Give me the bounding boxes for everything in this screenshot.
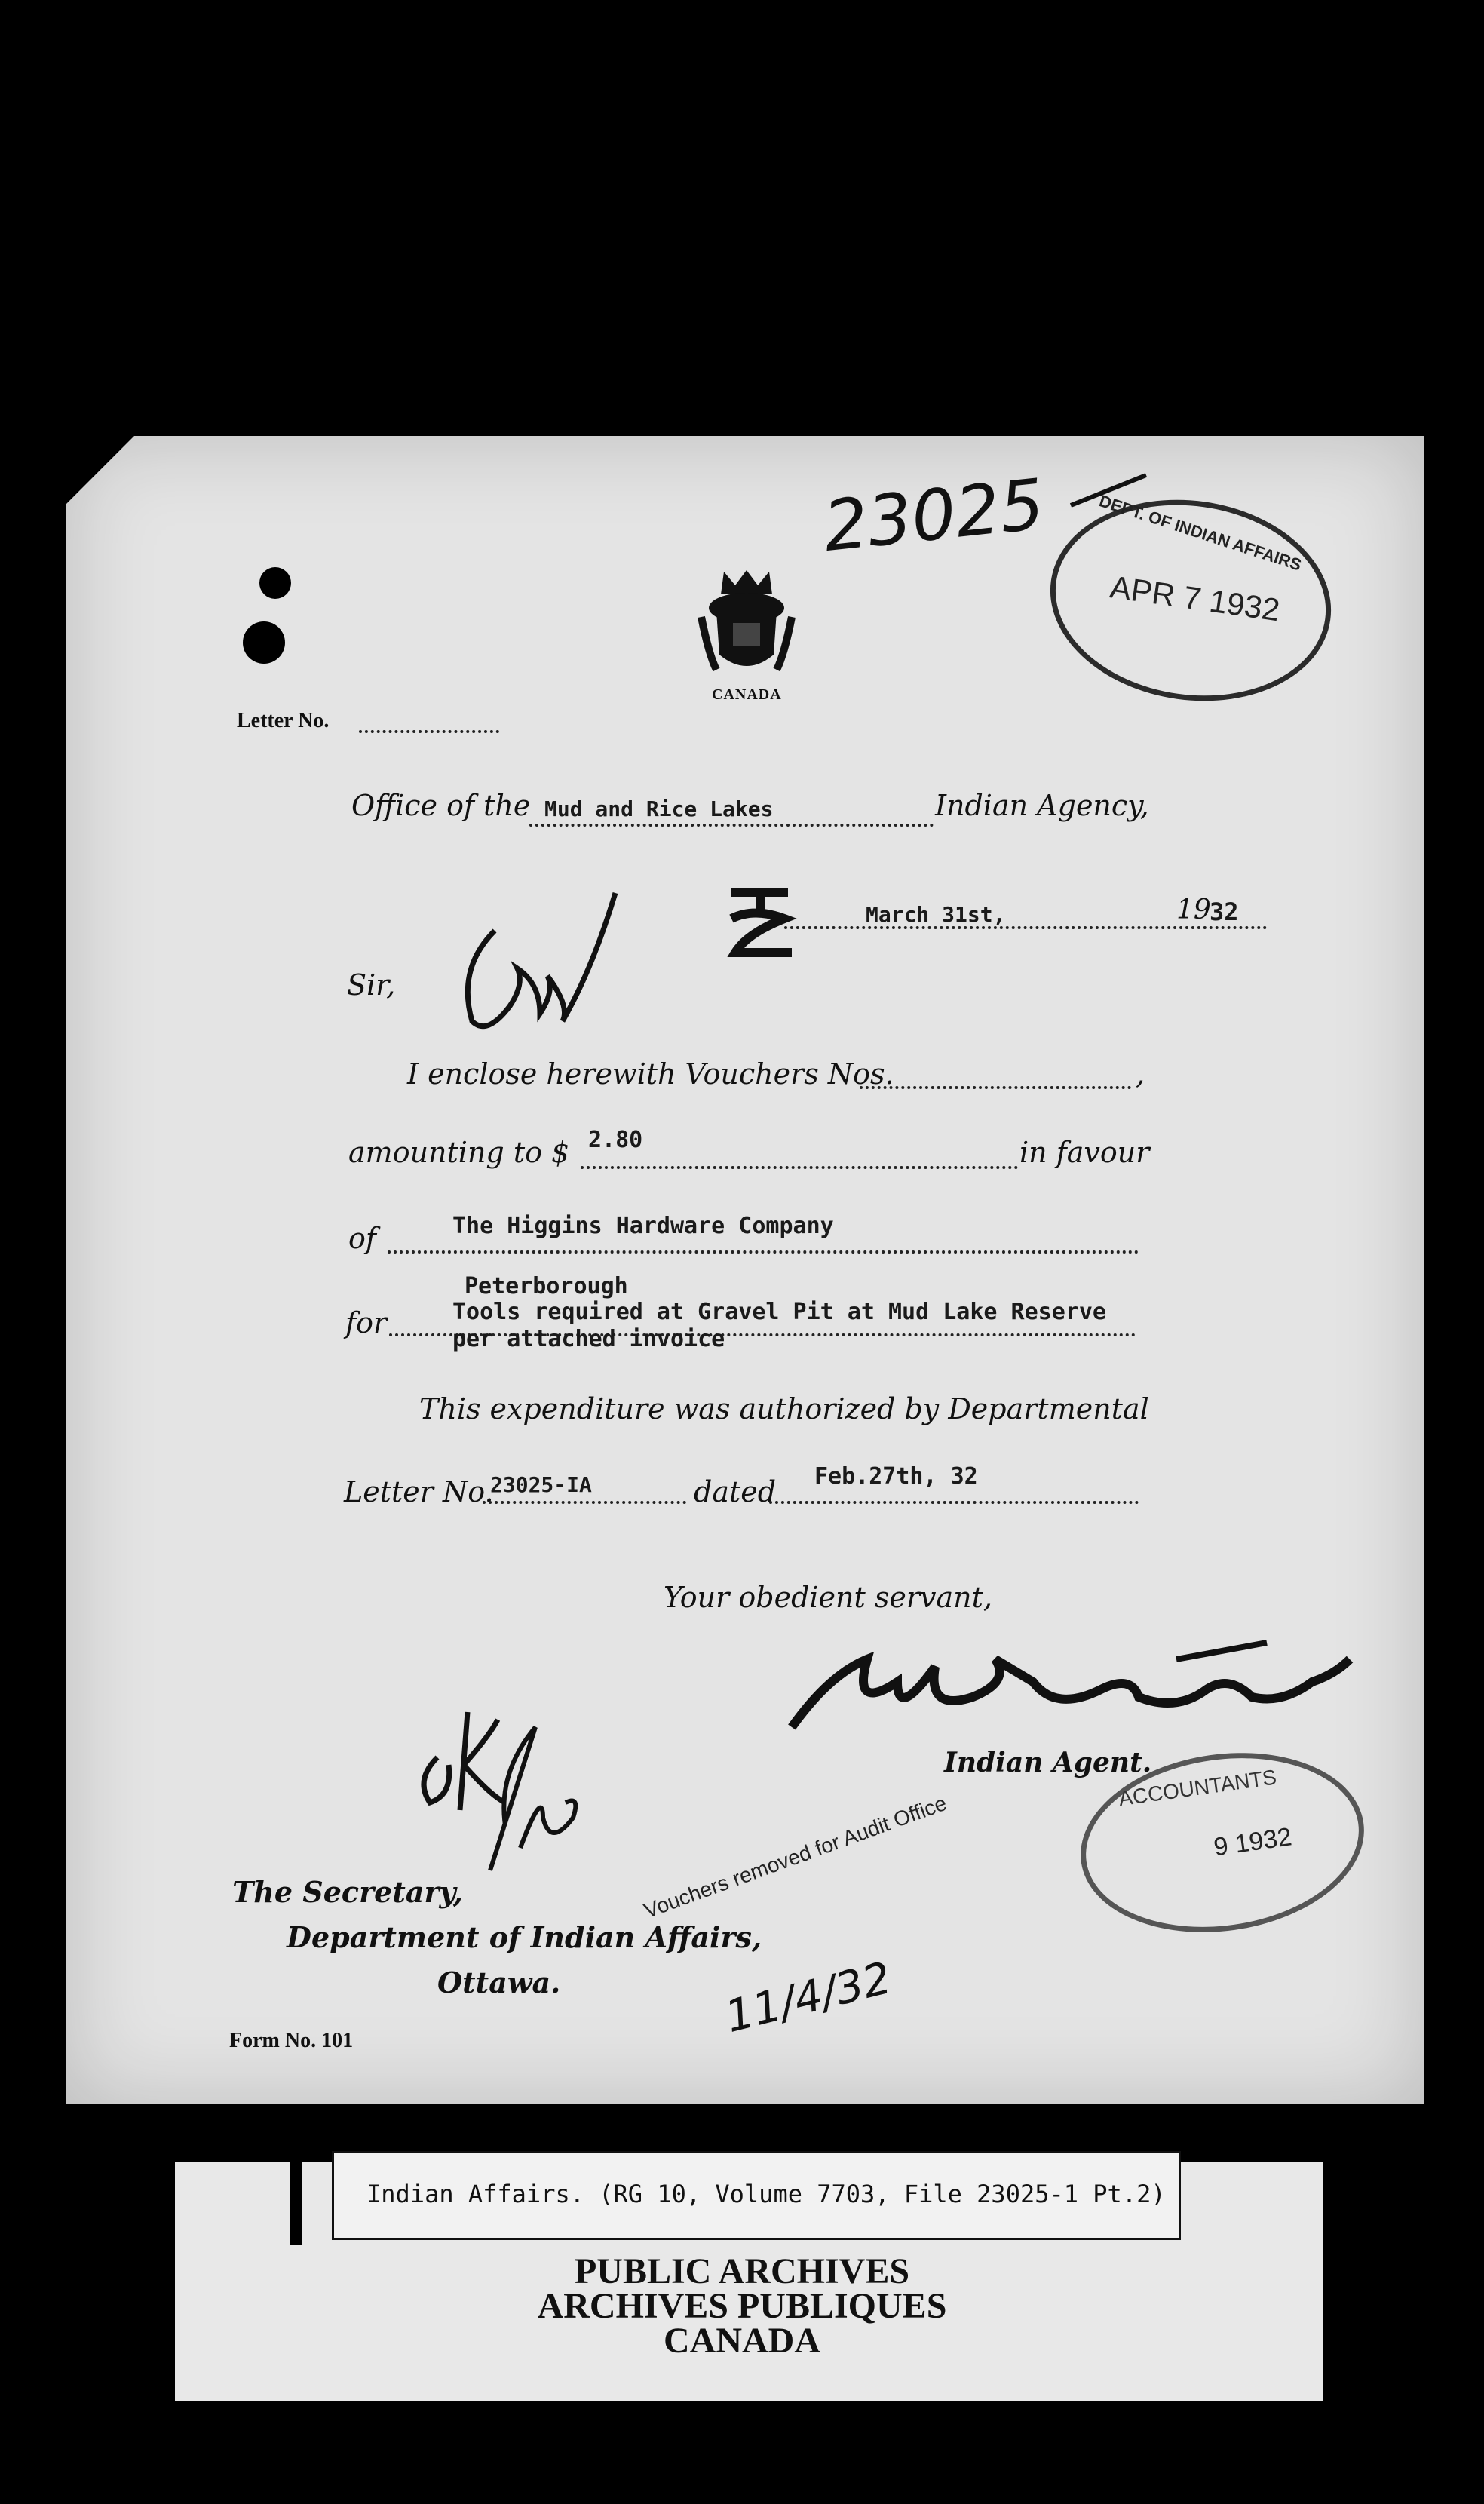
for-label: for [345, 1306, 388, 1339]
agency-suffix: Indian Agency, [935, 789, 1149, 822]
addressee-line-3: Ottawa. [437, 1965, 561, 1999]
enclose-text: I enclose herewith Vouchers Nos. [407, 1057, 894, 1091]
stamp-date: APR 7 1932 [1108, 569, 1283, 628]
agent-signature [784, 1629, 1357, 1750]
for-line-2: Tools required at Gravel Pit at Mud Lake Reserve [452, 1299, 1106, 1325]
archive-title-line-1: PUBLIC ARCHIVES [574, 2251, 910, 2291]
addressee-line-2: Department of Indian Affairs, [287, 1920, 762, 1954]
letter-ref-label: Letter No. [344, 1475, 494, 1508]
amount-blank [581, 1166, 1018, 1169]
stamp-top-text: DEPT. OF INDIAN AFFAIRS [1096, 491, 1304, 575]
of-label: of [348, 1222, 376, 1255]
handwritten-file-number: 23025 [820, 463, 1048, 568]
folded-corner [66, 436, 134, 504]
canada-coat-of-arms-icon [694, 564, 799, 685]
amount-label: amounting to $ [348, 1136, 570, 1169]
letter-ref-number: 23025-IA [490, 1472, 592, 1497]
archive-title-line-2: ARCHIVES PUBLIQUES [537, 2286, 947, 2326]
voucher-handwritten-date: 11/4/32 [720, 1951, 897, 2043]
signature-title: Indian Agent. [944, 1747, 1152, 1778]
handwritten-mark [716, 881, 807, 964]
addressee-line-1: The Secretary, [232, 1875, 464, 1909]
dated-blank [769, 1501, 1139, 1504]
for-line-1: Peterborough [465, 1273, 628, 1300]
stamp-date: 9 1932 [1212, 1822, 1294, 1862]
punch-hole [243, 621, 285, 664]
year-prefix: 19 [1176, 895, 1211, 925]
year-typed: 32 [1210, 898, 1239, 926]
payee-name: The Higgins Hardware Company [452, 1213, 834, 1239]
punch-hole [259, 567, 291, 599]
label-shadow [290, 2162, 302, 2245]
archive-reference: Indian Affairs. (RG 10, Volume 7703, File 23025-1 Pt.2) [366, 2180, 1166, 2208]
for-line-3: per attached invoice [452, 1326, 725, 1352]
salutation: Sir, [347, 968, 396, 1002]
enclose-comma: , [1136, 1057, 1145, 1091]
agency-blank [529, 824, 934, 827]
agency-name: Mud and Rice Lakes [544, 796, 774, 821]
handwritten-initials [442, 878, 623, 1051]
stamp-top-text: ACCOUNTANTS [1117, 1765, 1278, 1811]
archive-title-line-3: CANADA [664, 2321, 820, 2361]
date-typed: March 31st, [866, 902, 1006, 927]
authorization-text: This expenditure was authorized by Departmental [419, 1392, 1149, 1425]
letter-no-blank [359, 730, 499, 733]
closing-text: Your obedient servant, [664, 1581, 992, 1614]
letter-no-label: Letter No. [237, 709, 330, 732]
vouchers-removed-stamp: Vouchers removed for Audit Office [641, 1791, 950, 1923]
dated-label: dated [694, 1475, 777, 1508]
amount-value: 2.80 [588, 1127, 643, 1153]
letter-ref-blank [483, 1501, 686, 1504]
payee-blank [388, 1250, 1139, 1254]
vouchers-blank [860, 1086, 1131, 1089]
office-label: Office of the [351, 789, 531, 822]
date-blank [784, 926, 1267, 929]
letter-ref-date: Feb.27th, 32 [814, 1463, 978, 1490]
crest-caption: CANADA [712, 686, 782, 703]
handwritten-ok-initials [407, 1667, 603, 1893]
amount-suffix: in favour [1019, 1136, 1150, 1169]
form-number: Form No. 101 [229, 2029, 354, 2052]
